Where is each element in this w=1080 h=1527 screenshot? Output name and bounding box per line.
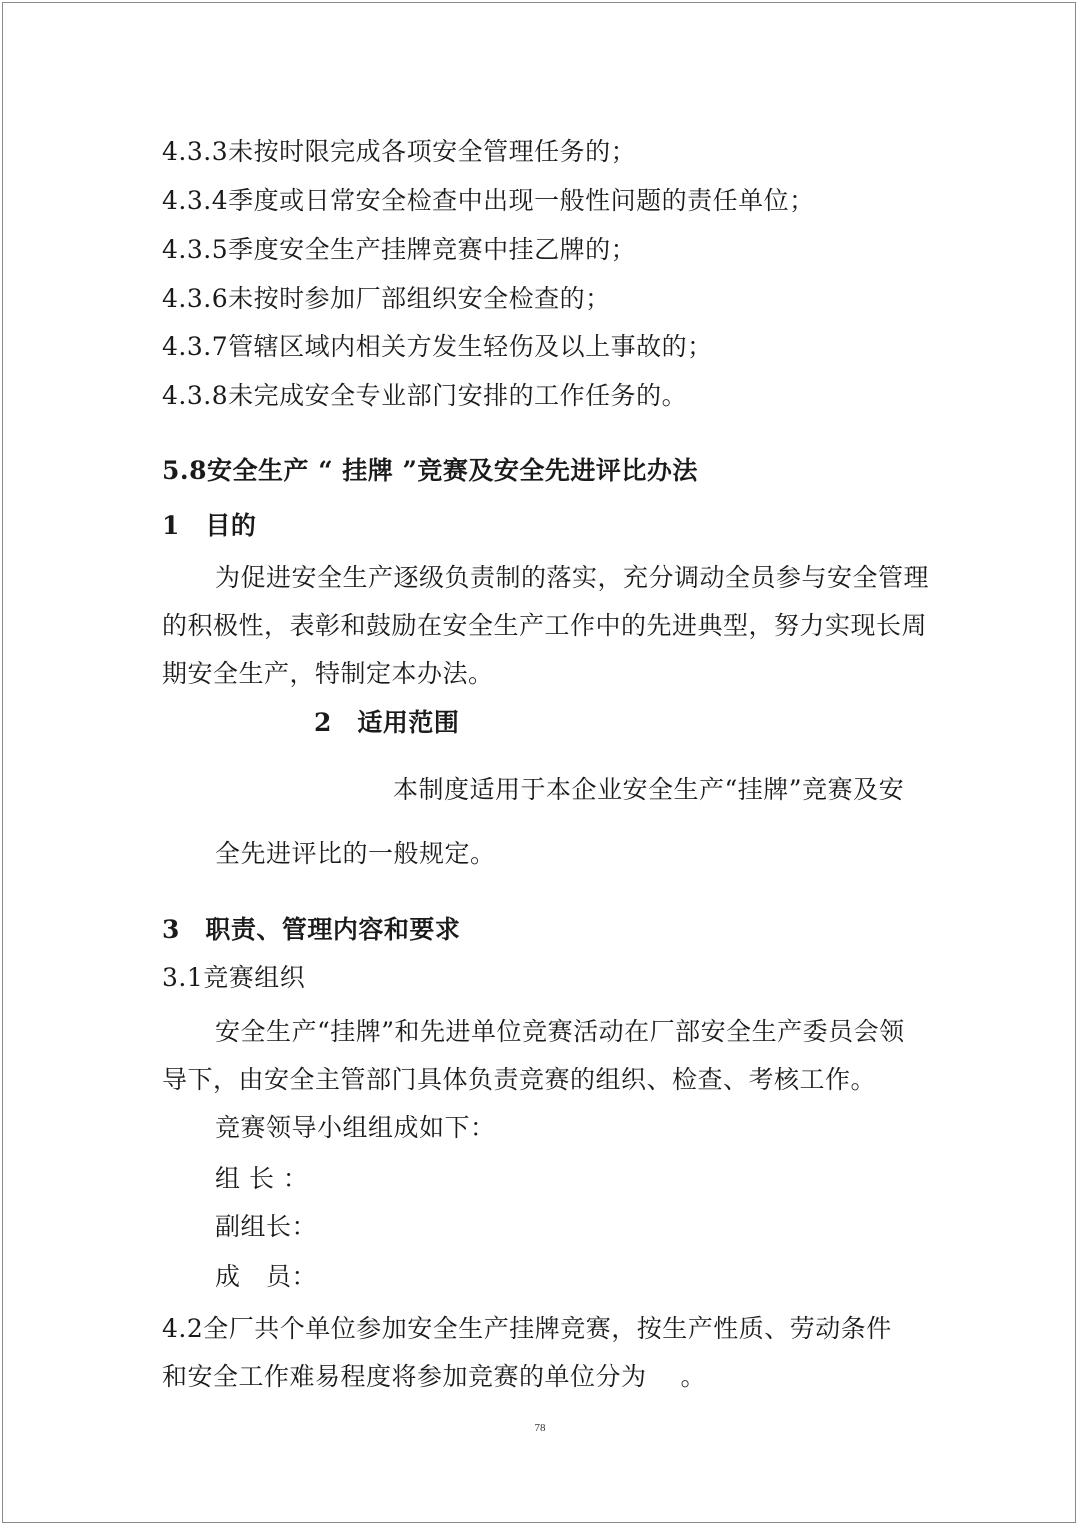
clause-4-2-line-1: 4.2全厂共个单位参加安全生产挂牌竞赛，按生产性质、劳动条件 [162, 1314, 892, 1343]
duties-heading: 3 职责、管理内容和要求 [162, 915, 461, 944]
purpose-heading: 1 目的 [162, 511, 257, 540]
scope-heading: 2 适用范围 [314, 708, 460, 737]
group-leader-label: 组 长 ： [215, 1164, 309, 1193]
item-4-3-3: 4.3.3未按时限完成各项安全管理任务的； [162, 137, 637, 166]
item-4-3-5: 4.3.5季度安全生产挂牌竞赛中挂乙牌的； [162, 235, 637, 264]
deputy-leader-label: 副组长： [215, 1212, 318, 1241]
purpose-line-1: 为促进安全生产逐级负责制的落实，充分调动全员参与安全管理 [215, 563, 930, 592]
scope-line-2: 全先进评比的一般规定。 [215, 839, 496, 868]
item-4-3-8: 4.3.8未完成安全专业部门安排的工作任务的。 [162, 381, 688, 410]
scope-line-1: 本制度适用于本企业安全生产“挂牌”竞赛及安 [393, 775, 905, 804]
duties-line-3: 竞赛领导小组组成如下： [215, 1113, 496, 1142]
members-label: 成 员： [215, 1262, 318, 1291]
competition-org-subheading: 3.1竞赛组织 [162, 963, 306, 992]
purpose-line-3: 期安全生产，特制定本办法。 [162, 659, 494, 688]
section-title: 5.8安全生产 “ 挂牌 ”竞赛及安全先进评比办法 [162, 456, 698, 485]
clause-4-2-line-2: 和安全工作难易程度将参加竞赛的单位分为 。 [162, 1362, 706, 1391]
item-4-3-6: 4.3.6未按时参加厂部组织安全检查的； [162, 284, 611, 313]
item-4-3-4: 4.3.4季度或日常安全检查中出现一般性问题的责任单位； [162, 186, 815, 215]
page-border [2, 2, 1076, 1523]
duties-line-2: 导下，由安全主管部门具体负责竞赛的组织、检查、考核工作。 [162, 1065, 877, 1094]
duties-line-1: 安全生产“挂牌”和先进单位竞赛活动在厂部安全生产委员会领 [215, 1017, 905, 1046]
page-number: 78 [534, 1422, 546, 1434]
purpose-line-2: 的积极性，表彰和鼓励在安全生产工作中的先进典型，努力实现长周 [162, 611, 928, 640]
item-4-3-7: 4.3.7管辖区域内相关方发生轻伤及以上事故的； [162, 332, 713, 361]
